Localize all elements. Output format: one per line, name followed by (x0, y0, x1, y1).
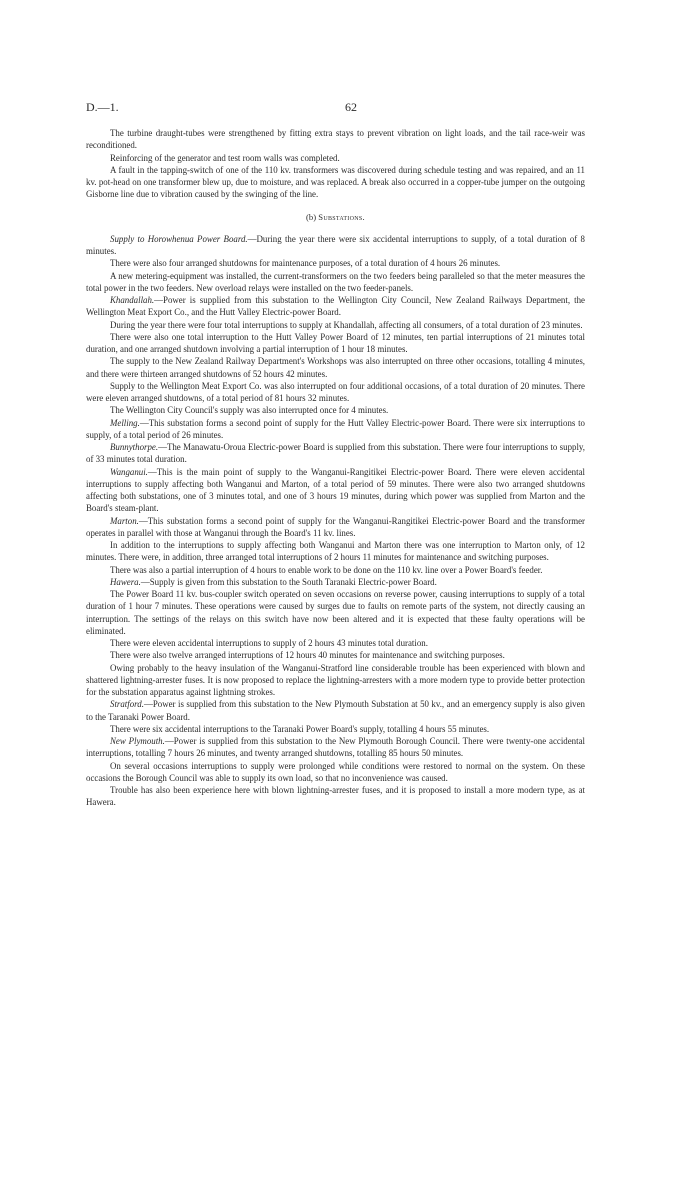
run-in-heading: New Plymouth. (110, 736, 165, 746)
paragraph-text: —The Manawatu-Oroua Electric-power Board is supplied from this substation. There were four interruptions to supply, of 33 minutes total duration. (86, 442, 585, 465)
paragraph: There were eleven accidental interruptions to supply of 2 hours 43 minutes total duration. (110, 638, 428, 648)
run-in-heading: Supply to Horowhenua Power Board. (110, 233, 248, 244)
document-body (86, 127, 585, 809)
paragraph: There were also one total interruption to the Hutt Valley Power Board of 12 minutes, ten partial interruptions of 21 minutes total duration, and one arranged shutdown involving a partial interruption of 1 hour 18 minutes. (86, 331, 585, 354)
substation-paragraph-melling (86, 417, 585, 442)
run-in-heading: Melling. (110, 417, 140, 428)
paragraph: A fault in the tapping-switch of one of the 110 kv. transformers was discovered during schedule testing and was repaired, and an 11 kv. pot-head on one transformer blew up, due to moisture, and was replaced. A break also occurred in a copper-tube jumper on the outgoing Gisborne line due to vibration caused by the swinging of the line. (86, 164, 585, 200)
paragraph: The Power Board 11 kv. bus-coupler switch operated on seven occasions on reverse power, causing interruptions to supply of a total duration of 1 hour 7 minutes. These operations were caused by surges due to faults on remote parts of the system, not directly causing an interruption. The settings of the relays on this switch have now been altered and it is expected that these faulty operations will be eliminated. (86, 589, 585, 636)
run-in-heading: Bunnythorpe. (110, 442, 159, 452)
substation-paragraph-stratford (86, 698, 585, 723)
paragraph-text: —Power is supplied from this substation to the New Plymouth Borough Council. There were twenty-one accidental interruptions, totalling 7 hours 26 minutes, and twenty arranged shutdowns, totalling 85 hours 50 minutes. (86, 736, 585, 759)
paragraph: There was also a partial interruption of 4 hours to enable work to be done on the 110 kv. line over a Power Board's feeder. (110, 564, 543, 575)
paragraph-text: —Power is supplied from this substation to the Wellington City Council, New Zealand Railways Department, the Wellington Meat Export Co., and the Hutt Valley Electric-power Board. (86, 295, 585, 318)
page-header (86, 100, 616, 116)
run-in-heading: Stratford. (110, 699, 144, 710)
paragraph: There were six accidental interruptions to the Taranaki Power Board's supply, totalling 4 hours 55 minutes. (110, 723, 490, 734)
substation-paragraph-wanganui (86, 466, 585, 515)
paragraph-text: —This substation forms a second point of supply for the Wanganui-Rangitikei Electric-power Board and the transformer operates in parallel with those at Wanganui through the Board's 11 kv. lines. (86, 515, 585, 538)
paragraph: Owing probably to the heavy insulation of the Wanganui-Stratford line considerable trouble has been experienced with blown and shattered lightning-arrester fuses. It is now proposed to replace the lightning-arresters with a more modern type to provide better protection for the substation apparatus against lightning strokes. (86, 662, 585, 697)
run-in-heading: Hawera. (110, 576, 141, 587)
paragraph: During the year there were four total interruptions to supply at Khandallah, affecting all consumers, of a total duration of 23 minutes. (110, 319, 583, 330)
run-in-heading: Wanganui. (110, 466, 148, 477)
paragraph: There were also twelve arranged interruptions of 12 hours 40 minutes for maintenance and switching purposes. (110, 650, 505, 661)
substation-paragraph-bunnythorpe (86, 441, 585, 466)
paragraph: There were also four arranged shutdowns for maintenance purposes, of a total duration of 4 hours 26 minutes. (110, 258, 501, 269)
paragraph: On several occasions interruptions to supply were prolonged while conditions were restored to normal on the system. On these occasions the Borough Council was able to supply its own load, so that no inconvenience was caused. (86, 760, 585, 783)
paragraph-text: —Power is supplied from this substation to the New Plymouth Substation at 50 kv., and an emergency supply is also given to the Taranaki Power Board. (86, 699, 585, 722)
substation-paragraph-horowhenua (86, 233, 585, 258)
paragraph-text: —This is the main point of supply to the Wanganui-Rangitikei Electric-power Board. There were eleven accidental interruptions to supply affecting both Wanganui and Marton, of a total period of 59 minutes. There were also two arranged shutdowns affecting both substations, one of 3 minutes total, and one of 3 hours 19 minutes, during which power was supplied from Marton and the Board's steam-plant. (86, 466, 585, 514)
section-heading (86, 211, 585, 223)
paragraph: The Wellington City Council's supply was also interrupted once for 4 minutes. (110, 405, 389, 416)
page-number: 62 (345, 100, 357, 114)
paragraph-text: —Supply is given from this substation to the South Taranaki Electric-power Board. (140, 576, 437, 587)
substation-paragraph-new-plymouth (86, 735, 585, 760)
section-letter: (b) (306, 211, 317, 222)
paragraph: Trouble has also been experience here with blown lightning-arrester fuses, and it is proposed to install a more modern type, as at Hawera. (86, 785, 585, 808)
paragraph: In addition to the interruptions to supply affecting both Wanganui and Marton there was one interruption to Marton only, of 12 minutes. There were, in addition, three arranged total interruptions of 2 hours 11 minutes for maintenance and switching purposes. (86, 540, 585, 563)
substation-paragraph-marton (86, 515, 585, 540)
substation-paragraph-khandallah (86, 294, 585, 319)
paragraph: Supply to the Wellington Meat Export Co. was also interrupted on four additional occasions, of a total duration of 20 minutes. There were eleven arranged shutdowns, of a total period of 81 hours 32 minutes. (86, 380, 585, 403)
paragraph-text: —This substation forms a second point of supply for the Hutt Valley Electric-power Board. There were six interruptions to supply, of a total period of 26 minutes. (86, 417, 585, 440)
section-title: Substations. (318, 211, 365, 222)
paragraph: A new metering-equipment was installed, the current-transformers on the two feeders being paralleled so that the meter measures the total power in the two feeders. New overload relays were installed on the two feeder-panels. (86, 270, 585, 293)
paragraph-text: —During the year there were six accidental interruptions to supply, of a total duration of 8 minutes. (86, 233, 585, 256)
substation-paragraph-hawera (86, 576, 585, 588)
paragraph: The supply to the New Zealand Railway Department's Workshops was also interrupted on three other occasions, totalling 4 minutes, and there were thirteen arranged shutdowns of 52 hours 42 minutes. (86, 356, 585, 379)
run-in-heading: Khandallah. (110, 295, 155, 305)
run-in-heading: Marton. (110, 515, 139, 526)
paragraph: The turbine draught-tubes were strengthened by fitting extra stays to prevent vibration on light loads, and the tail race-weir was reconditioned. (86, 128, 585, 151)
document-reference: D.—1. (86, 100, 119, 114)
paragraph: Reinforcing of the generator and test room walls was completed. (110, 152, 340, 163)
